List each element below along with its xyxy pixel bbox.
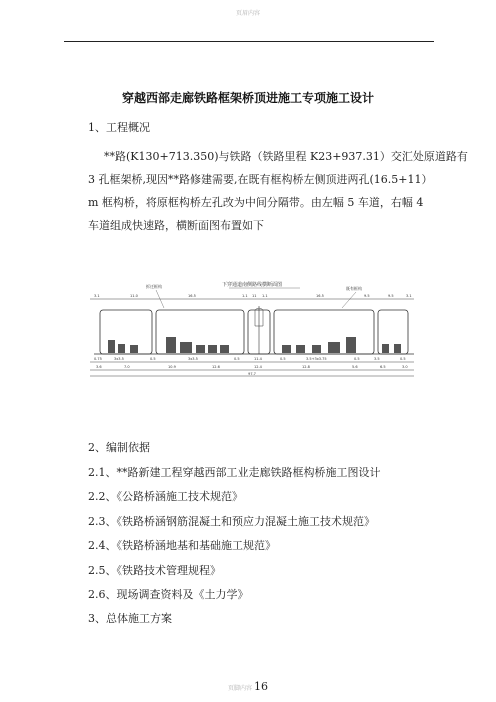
dim-label: 3.1	[406, 294, 412, 298]
dim-label: 0.5	[354, 357, 360, 361]
section-heading-basis: 2、编制依据	[88, 441, 150, 454]
page-header: 页眉内容	[235, 10, 260, 17]
header-rule	[64, 41, 434, 42]
section-heading-overview: 1、工程概况	[88, 121, 150, 134]
dim-label: 1.1	[242, 294, 248, 298]
dim-label: 12.6	[212, 365, 220, 369]
dim-label: 16.5	[316, 294, 324, 298]
dim-label: 0.5	[400, 357, 406, 361]
document-title: 穿越西部走廊铁路框架桥顶进施工专项施工设计	[121, 91, 374, 105]
dim-label: 12.8	[302, 365, 310, 369]
basis-item: 2.2、《公路桥涵施工技术规范》	[88, 490, 243, 503]
page-number: 16	[254, 680, 268, 693]
dim-label: 3.5+3x3.75	[306, 357, 327, 361]
dim-label: 11.0	[130, 294, 138, 298]
dim-label: 0.75	[94, 357, 102, 361]
total-dim-label: 97.7	[248, 372, 256, 376]
dim-label: 1.1	[262, 294, 268, 298]
basis-item: 2.3、《铁路桥涵钢筋混凝土和预应力混凝土施工技术规范》	[88, 515, 375, 528]
cross-section-drawing	[84, 266, 420, 378]
dim-label: 3.1	[94, 294, 100, 298]
dim-label: 3.0	[402, 365, 408, 369]
dim-label: 16.5	[188, 294, 196, 298]
figure-right-label: 既有框构	[346, 286, 362, 291]
dim-label: 11.4	[254, 357, 262, 361]
overview-line: m 框构桥，将原框构桥左孔改为中间分隔带。由左幅 5 车道，右幅 4	[88, 196, 424, 209]
dim-label: 0.5	[234, 357, 240, 361]
dim-label: 7.0	[124, 365, 130, 369]
dim-label: 0.5	[280, 357, 286, 361]
cross-section-figure	[84, 266, 420, 378]
dim-label: 12.4	[254, 365, 262, 369]
basis-item: 2.4、《铁路桥涵地基和基础施工规范》	[88, 539, 276, 552]
dim-label: 6.5	[380, 365, 386, 369]
dim-label: 10.9	[168, 365, 176, 369]
figure-left-label: 拆迁框构	[146, 284, 162, 289]
basis-item: 2.5、《铁路技术管理规程》	[88, 564, 221, 577]
overview-line: 3 孔框架桥,现因**路修建需要,在既有框构桥左侧顶进两孔(16.5+11）	[88, 173, 433, 186]
basis-item: 2.1、**路新建工程穿越西部工业走廊铁路框构桥施工图设计	[88, 466, 381, 479]
dim-label: 3x3.5	[188, 357, 198, 361]
dim-label: 5.6	[352, 365, 358, 369]
basis-item: 2.6、现场调查资料及《土力学》	[88, 588, 249, 601]
dim-label: 3x3.5	[114, 357, 124, 361]
footer-text: 页脚内容	[227, 685, 252, 692]
page-footer	[0, 680, 496, 693]
figure-caption: 下穿通道南侧路线横断面图	[221, 282, 283, 288]
section-heading-plan: 3、总体施工方案	[88, 612, 172, 625]
dim-label: 0.5	[150, 357, 156, 361]
dim-label: 11	[252, 294, 257, 298]
dim-label: 3.5	[374, 357, 380, 361]
dim-label: 9.5	[364, 294, 370, 298]
overview-line: 车道组成快速路，横断面图布置如下	[88, 219, 264, 232]
dim-label: 9.5	[388, 294, 394, 298]
overview-line: **路(K130+713.350)与铁路（铁路里程 K23+937.31）交汇处原道路有	[104, 150, 468, 163]
dim-label: 3.6	[96, 365, 102, 369]
